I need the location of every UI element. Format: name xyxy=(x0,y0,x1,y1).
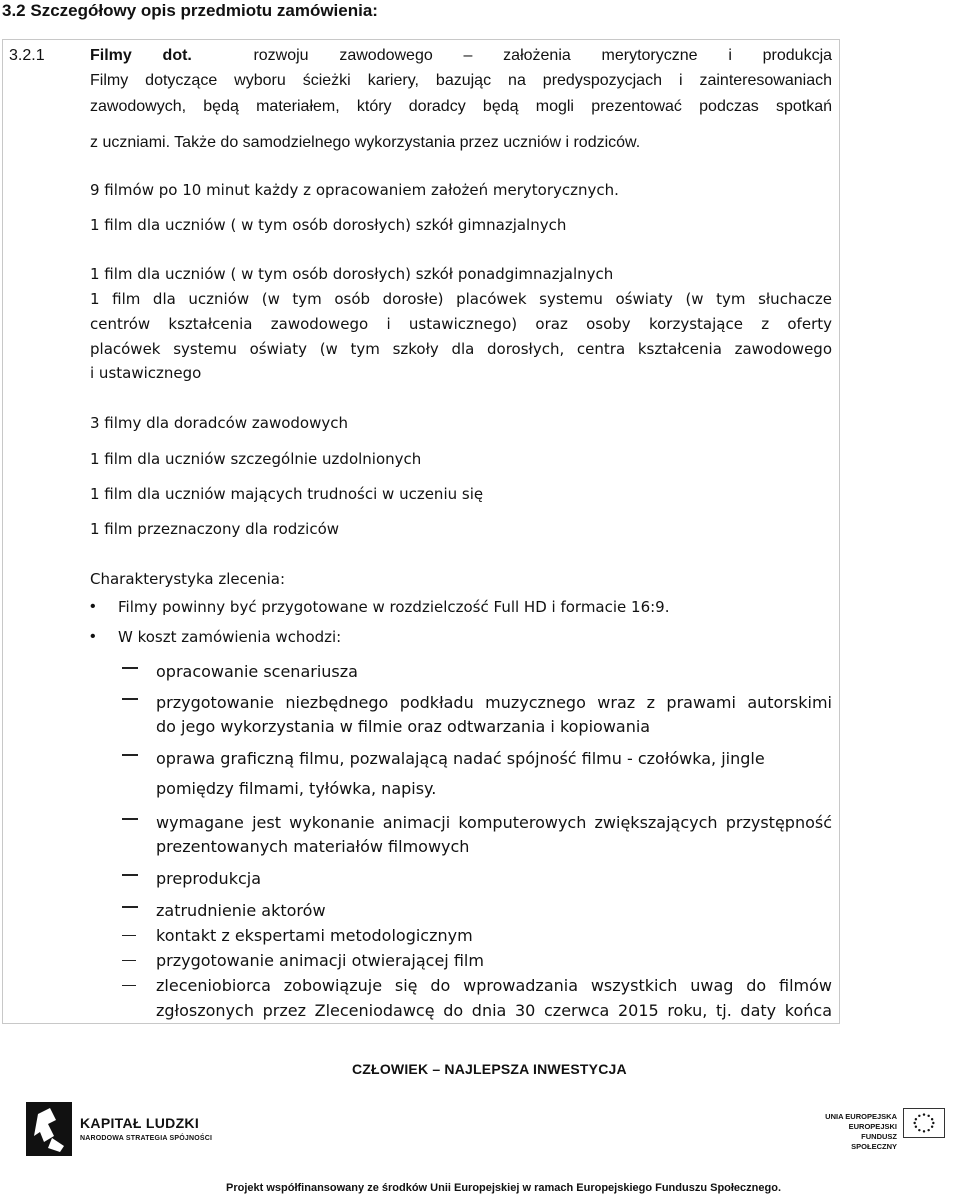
dash-icon xyxy=(122,667,138,669)
dash-icon xyxy=(122,935,136,936)
slogan: CZŁOWIEK – NAJLEPSZA INWESTYCJA xyxy=(352,1061,627,1077)
dash-item-cont: prezentowanych materiałów filmowych xyxy=(156,837,470,856)
dash-icon xyxy=(122,960,136,961)
dash-item: przygotowanie niezbędnego podkładu muzycznego wraz z prawami autorskimi xyxy=(156,693,832,712)
intro-line: z uczniami. Także do samodzielnego wykorzystania przez uczniów i rodziców. xyxy=(90,134,641,151)
characteristics-label: Charakterystyka zlecenia: xyxy=(90,570,285,588)
kapital-ludzki-logo-icon xyxy=(26,1102,72,1156)
dash-item: opracowanie scenariusza xyxy=(156,662,358,681)
dash-icon xyxy=(122,906,138,908)
eu-line: UNIA EUROPEJSKA xyxy=(825,1112,897,1121)
dash-item-cont: zgłoszonych przez Zleceniodawcę do dnia 30 czerwca 2015 roku, tj. daty końca xyxy=(156,1001,832,1020)
dash-item-cont: do jego wykorzystania w filmie oraz odtwarzania i kopiowania xyxy=(156,717,651,736)
film-item-long: centrów kształcenia zawodowego i ustawicznego) oraz osoby korzystające z oferty xyxy=(90,315,832,333)
bullet-icon: • xyxy=(90,598,96,615)
dash-icon xyxy=(122,754,138,756)
film-item: 1 film dla uczniów ( w tym osób dorosłych) szkół gimnazjalnych xyxy=(90,216,567,234)
eu-line: FUNDUSZ SPOŁECZNY xyxy=(851,1132,897,1151)
section-title: Filmy dot. xyxy=(90,47,192,64)
film-item: 1 film dla uczniów ( w tym osób dorosłych) szkół ponadgimnazjalnych xyxy=(90,265,614,283)
summary-line: 9 filmów po 10 minut każdy z opracowaniem założeń merytorycznych. xyxy=(90,181,619,199)
dash-icon xyxy=(122,818,138,820)
eu-text xyxy=(825,1112,897,1152)
dash-icon xyxy=(122,874,138,876)
intro-line: Filmy dotyczące wyboru ścieżki kariery, bazując na predyspozycjach i zainteresowaniach xyxy=(90,72,832,89)
film-item-long: placówek systemu oświaty (w tym szkoły dla dorosłych, centra kształcenia zawodowego xyxy=(90,340,832,358)
intro-line xyxy=(90,45,832,67)
eu-line: EUROPEJSKI xyxy=(848,1122,897,1131)
film-item: 1 film dla uczniów szczególnie uzdolnionych xyxy=(90,450,422,468)
dash-item: oprawa graficzną filmu, pozwalającą nadać spójność filmu - czołówka, jingle xyxy=(156,749,765,768)
kl-subtitle: NARODOWA STRATEGIA SPÓJNOŚCI xyxy=(80,1135,213,1142)
section-heading: 3.2 Szczegółowy opis przedmiotu zamówienia: xyxy=(2,1,378,20)
film-item: 1 film dla uczniów mających trudności w uczeniu się xyxy=(90,485,484,503)
film-item-long: i ustawicznego xyxy=(90,364,202,382)
film-item: 1 film przeznaczony dla rodziców xyxy=(90,520,340,538)
dash-icon xyxy=(122,985,136,986)
dash-item-cont: pomiędzy filmami, tyłówka, napisy. xyxy=(156,779,437,798)
film-item: 3 filmy dla doradców zawodowych xyxy=(90,414,348,432)
film-item-long: 1 film dla uczniów (w tym osób dorosłe) placówek systemu oświaty (w tym słuchacze xyxy=(90,290,832,308)
dash-item: kontakt z ekspertami metodologicznym xyxy=(156,926,473,945)
dash-icon xyxy=(122,698,138,700)
section-number: 3.2.1 xyxy=(9,47,45,64)
eu-flag-icon xyxy=(903,1108,945,1138)
dash-item: preprodukcja xyxy=(156,869,262,888)
dash-item: zatrudnienie aktorów xyxy=(156,901,326,920)
intro-line: zawodowych, będą materiałem, który doradcy będą mogli prezentować podczas spotkań xyxy=(90,98,832,115)
bullet-item: Filmy powinny być przygotowane w rozdzielczość Full HD i formacie 16:9. xyxy=(118,598,670,616)
project-note: Projekt współfinansowany ze środków Unii Europejskiej w ramach Europejskiego Funduszu Społecznego. xyxy=(226,1182,782,1194)
dash-item: wymagane jest wykonanie animacji komputerowych zwiększających przystępność xyxy=(156,813,832,832)
dash-item: przygotowanie animacji otwierającej film xyxy=(156,951,484,970)
bullet-item: W koszt zamówienia wchodzi: xyxy=(118,628,342,646)
dash-item: zleceniobiorca zobowiązuje się do wprowadzania wszystkich uwag do filmów xyxy=(156,976,832,995)
intro-line-text: rozwoju zawodowego – założenia merytoryczne i produkcja xyxy=(253,47,833,64)
kl-title: KAPITAŁ LUDZKI xyxy=(80,1115,200,1131)
bullet-icon: • xyxy=(90,628,96,645)
